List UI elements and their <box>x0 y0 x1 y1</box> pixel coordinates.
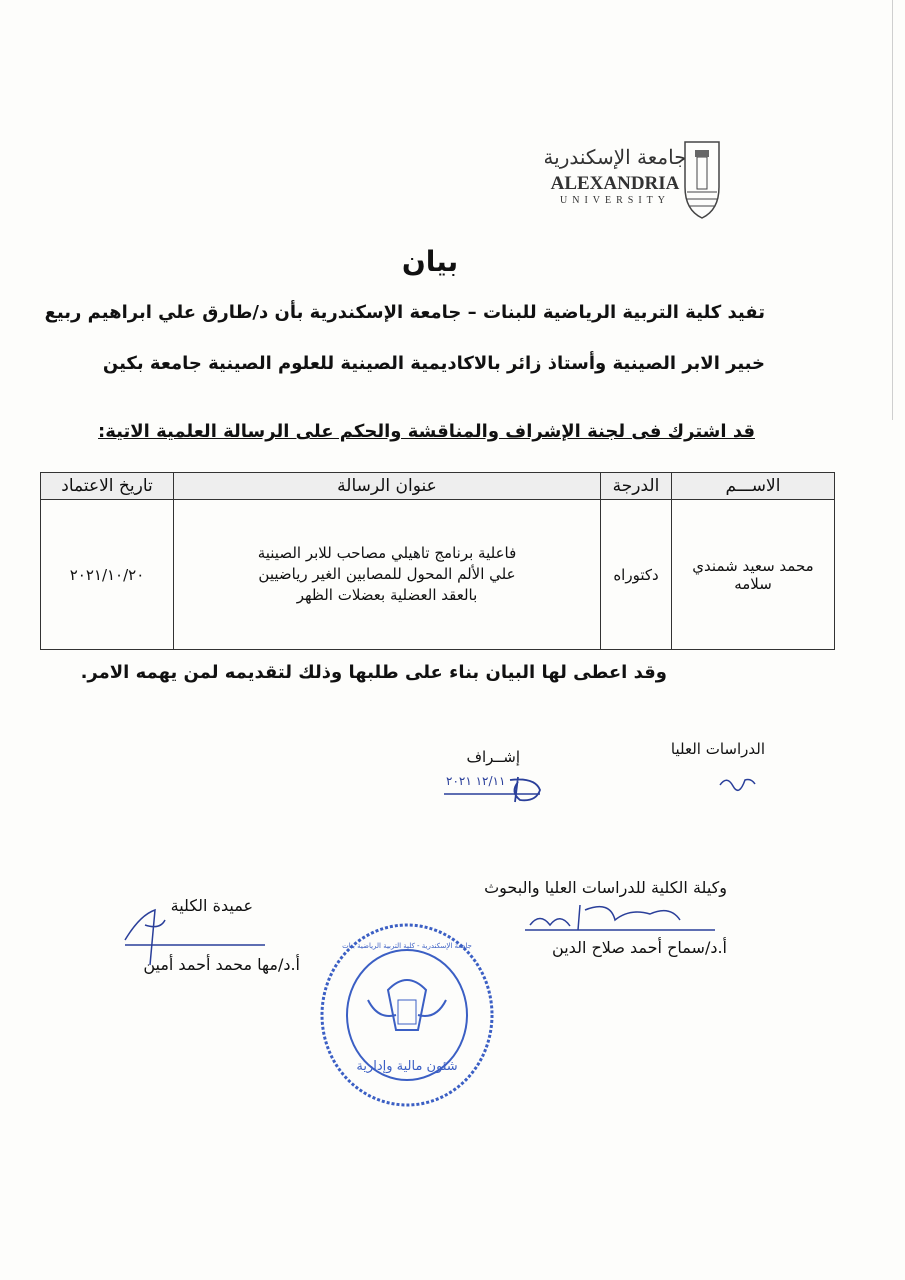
header-name: الاســـم <box>672 473 835 500</box>
svg-text:شئون مالية وإدارية: شئون مالية وإدارية <box>356 1059 458 1074</box>
header-approval-date: تاريخ الاعتماد <box>41 473 174 500</box>
document-title: بيان <box>401 245 459 278</box>
thesis-table <box>40 472 835 650</box>
header-degree: الدرجة <box>601 473 672 500</box>
supervision-label: إشــراف <box>466 748 520 766</box>
cell-thesis-title: فاعلية برنامج تاهيلي مصاحب للابر الصينية علي الألم المحول للمصابين الغير رياضيين بالعقد العضلية بعضلات الظهر <box>174 500 601 650</box>
participation-statement: قد اشترك فى لجنة الإشراف والمناقشة والحكم على الرسالة العلمية الاتية: <box>98 421 755 442</box>
vice-dean-name: أ.د/سماح أحمد صلاح الدين <box>552 938 727 957</box>
table-header-row <box>41 473 835 500</box>
graduate-studies-signature <box>715 770 760 799</box>
svg-text:ALEXANDRIA: ALEXANDRIA <box>550 173 680 194</box>
closing-statement: وقد اعطى لها البيان بناء على طلبها وذلك لتقديمه لمن يهمه الامر. <box>80 662 667 683</box>
cell-approval-date: ٢٠٢١/١٠/٢٠ <box>41 500 174 650</box>
cell-degree: دكتوراه <box>601 500 672 650</box>
dean-name: أ.د/مها محمد أحمد أمين <box>143 955 300 974</box>
svg-text:UNIVERSITY: UNIVERSITY <box>560 195 670 206</box>
dean-title: عميدة الكلية <box>170 896 253 915</box>
svg-text:جامعة الإسكندرية: جامعة الإسكندرية <box>545 145 687 169</box>
scan-edge <box>892 0 893 420</box>
official-stamp <box>318 920 496 1110</box>
intro-line-2: خبير الابر الصينية وأستاذ زائر بالاكاديمية الصينية للعلوم الصينية جامعة بكين <box>102 353 765 374</box>
cell-name: محمد سعيد شمندي سلامه <box>672 500 835 650</box>
supervision-date: ١٢/١١ ٢٠٢١ <box>446 774 506 788</box>
graduate-studies-label: الدراسات العليا <box>670 740 765 758</box>
svg-text:جامعة الإسكندرية - كلية التربي: جامعة الإسكندرية - كلية التربية الرياضية بنات <box>342 942 472 950</box>
alexandria-university-logo <box>545 132 720 222</box>
header-thesis-title: عنوان الرسالة <box>174 473 601 500</box>
table-row <box>41 500 835 650</box>
vice-dean-title: وكيلة الكلية للدراسات العليا والبحوث <box>484 878 727 897</box>
intro-line-1: تفيد كلية التربية الرياضية للبنات – جامعة الإسكندرية بأن د/طارق علي ابراهيم ربيع <box>44 302 765 323</box>
